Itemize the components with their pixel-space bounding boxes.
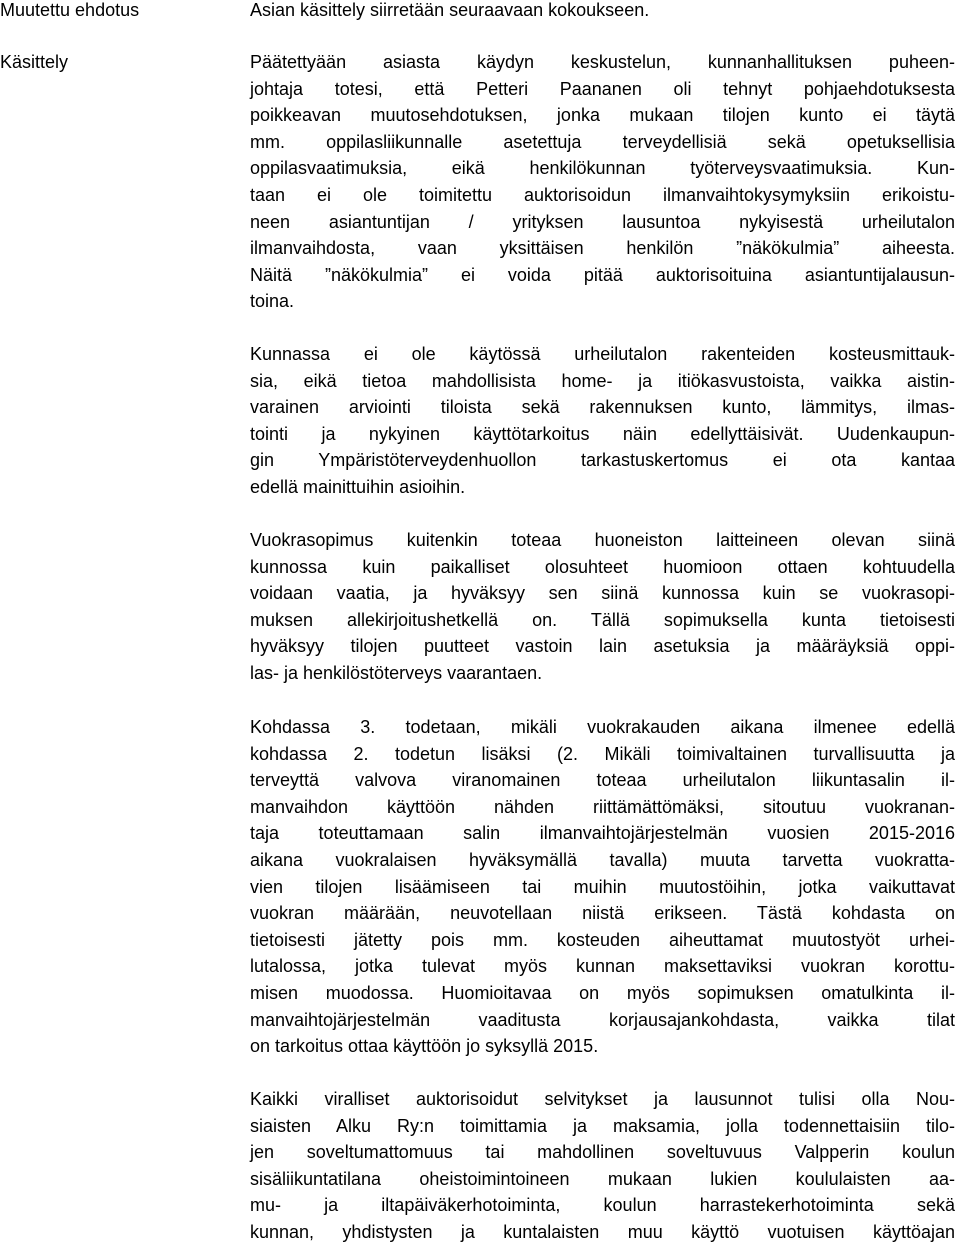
text-line: Kaikki viralliset auktorisoidut selvitykset ja lausunnot tulisi olla Nou- xyxy=(250,1089,955,1109)
text-line: las- ja henkilöstöterveys vaarantaen. xyxy=(250,662,543,683)
text-line: kunnossa kuin paikalliset olosuhteet huomioon ottaen kohtuudella xyxy=(250,556,955,577)
text-line: mm. oppilasliikunnalle asetettuja terveydellisiä sekä opetuksellisia xyxy=(250,131,955,152)
paragraph xyxy=(250,1086,955,1246)
text-line: jen soveltumattomuus tai mahdollinen soveltuvuus Valpperin koulun xyxy=(250,1142,955,1163)
text-line: Päätettyään asiasta käydyn keskustelun, kunnanhallituksen puheen- xyxy=(250,52,955,72)
text-line: on tarkoitus ottaa käyttöön jo syksyllä 2015. xyxy=(250,1036,599,1057)
text-line: vuokran määrään, neuvotellaan niistä erikseen. Tästä kohdasta on xyxy=(250,903,955,924)
text-line: Kunnassa ei ole käytössä urheilutalon rakenteiden kosteusmittauk- xyxy=(250,344,955,364)
text-line: voidaan vaatia, ja hyväksyy sen siinä kunnossa kuin se vuokrasopi- xyxy=(250,583,955,604)
text-line: kohdassa 2. todetun lisäksi (2. Mikäli toimivaltainen turvallisuutta ja xyxy=(250,743,955,764)
text-line: manvaihtojärjestelmän vaaditusta korjausajankohdasta, vaikka tilat xyxy=(250,1009,955,1030)
paragraph xyxy=(250,527,955,687)
text-line: Vuokrasopimus kuitenkin toteaa huoneiston laitteineen olevan siinä xyxy=(250,530,955,550)
text-line: varainen arviointi tiloista sekä rakennuksen kunto, lämmitys, ilmas- xyxy=(250,397,955,418)
text-line: sisäliikuntatilana oheistoimintoineen mukaan lukien koululaisten aa- xyxy=(250,1168,955,1189)
section-label: Käsittely xyxy=(0,52,69,72)
section-label: Muutettu ehdotus xyxy=(0,0,140,20)
text-line: ilmanvaihdosta, vaan yksittäisen henkilön ”näkökulmia” aiheesta. xyxy=(250,238,955,259)
text-line: neen asiantuntijan / yrityksen lausuntoa nykyisestä urheilutalon xyxy=(250,211,955,232)
text-line: siaisten Alku Ry:n toimittamia ja maksamia, jolla todennettaisiin tilo- xyxy=(250,1115,955,1136)
section-content xyxy=(250,0,955,24)
text-line: toina. xyxy=(250,291,295,312)
text-line: sia, eikä tietoa mahdollisista home- ja itiökasvustoista, vaikka aistin- xyxy=(250,370,955,391)
text-line: poikkeavan muutosehdotuksen, jonka mukaan tilojen kunto ei täytä xyxy=(250,105,955,126)
text-line: Kohdassa 3. todetaan, mikäli vuokrakauden aikana ilmenee edellä xyxy=(250,717,955,737)
text-line: misen muodossa. Huomioitavaa on myös sopimuksen omatulkinta il- xyxy=(250,982,955,1003)
text-line: kunnan, yhdistysten ja kuntalaisten muu käyttö vuotuisen käyttöajan xyxy=(250,1221,955,1242)
text-line: muksen allekirjoitushetkellä on. Tällä sopimuksella kunta tietoisesti xyxy=(250,609,955,630)
text-line: tietoisesti jätetty pois mm. kosteuden aiheuttamat muutostyöt urhei- xyxy=(250,929,955,950)
text-line: vien tilojen lisäämiseen tai muihin muutostöihin, jotka vaikuttavat xyxy=(250,876,955,897)
text-line: taan ei ole toimitettu auktorisoidun ilmanvaihtokysymyksiin erikoistu- xyxy=(250,184,955,205)
text-line: mu- ja iltapäiväkerhotoiminta, koulun harrastekerhotoiminta sekä xyxy=(250,1195,955,1216)
text-line: gin Ympäristöterveydenhuollon tarkastuskertomus ei ota kantaa xyxy=(250,450,955,471)
text-line: tointi ja nykyinen käyttötarkoitus näin edellyttäisivät. Uudenkaupun- xyxy=(250,423,955,444)
text-line: terveyttä valvova viranomainen toteaa urheilutalon liikuntasalin il- xyxy=(250,770,955,791)
paragraph xyxy=(250,49,955,315)
text-line: Näitä ”näkökulmia” ei voida pitää auktorisoituina asiantuntijalausun- xyxy=(250,264,955,285)
text-line: aikana vuokralaisen hyväksymällä tavalla) muuta tarvetta vuokratta- xyxy=(250,849,955,870)
text-line: manvaihdon käyttöön nähden riittämättömäksi, sitoutuu vuokranan- xyxy=(250,796,955,817)
text-line: edellä mainittuihin asioihin. xyxy=(250,476,466,497)
text-line: johtaja totesi, että Petteri Paananen oli tehnyt pohjaehdotuksesta xyxy=(250,78,955,99)
text-line: lutalossa, jotka tulevat myös kunnan maksettaviksi vuokran korottu- xyxy=(250,956,955,977)
text-line: hyväksyy tilojen puutteet vastoin lain asetuksia ja määräyksiä oppi- xyxy=(250,636,955,657)
paragraph xyxy=(250,714,955,1060)
text-line: taja toteuttamaan salin ilmanvaihtojärjestelmän vuosien 2015-2016 xyxy=(250,823,955,844)
text-line: Asian käsittely siirretään seuraavaan kokoukseen. xyxy=(250,0,650,20)
text-line: oppilasvaatimuksia, eikä henkilökunnan työterveysvaatimuksia. Kun- xyxy=(250,158,955,179)
paragraph xyxy=(250,341,955,501)
